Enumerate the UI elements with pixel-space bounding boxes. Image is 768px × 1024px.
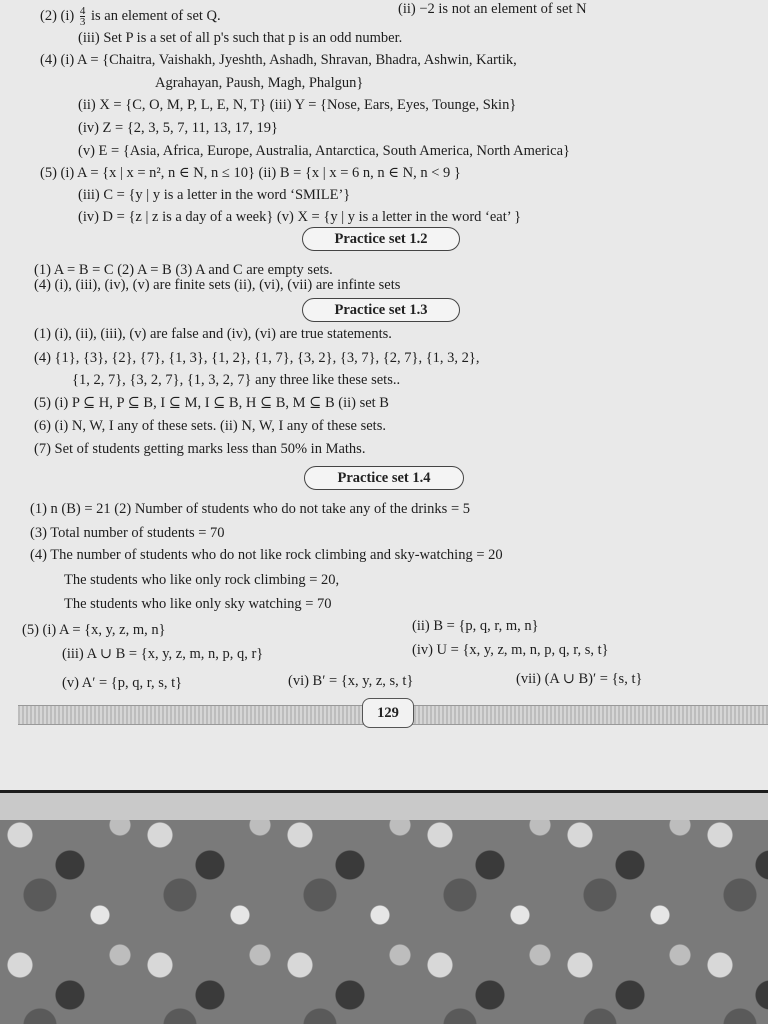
set14-line-4: The students who like only rock climbing = 20, [64,572,340,588]
set13-line-2: (4) {1}, {3}, {2}, {7}, {1, 3}, {1, 2}, {1, 7}, {3, 2}, {3, 7}, {2, 7}, {1, 3, 2}, [34,350,480,366]
set14-line-1: (1) n (B) = 21 (2) Number of students who do not take any of the drinks = 5 [30,501,470,517]
answer-2-iii: (iii) Set P is a set of all p's such that p is an odd number. [78,30,403,46]
set14-line-6: (5) (i) A = {x, y, z, m, n} [22,622,166,638]
set14-line-2: (3) Total number of students = 70 [30,525,225,541]
answer-4-iv: (iv) Z = {2, 3, 5, 7, 11, 13, 17, 19} [78,120,278,136]
fraction-denominator: 3 [79,16,86,28]
set14-line-10: (v) A′ = {p, q, r, s, t} [62,675,183,691]
answer-4-i-cont: Agrahayan, Paush, Magh, Phalgun} [155,75,364,91]
page-edge [0,790,768,820]
answer-4-v: (v) E = {Asia, Africa, Europe, Australia, Antarctica, South America, North America} [78,143,570,159]
set13-line-6: (7) Set of students getting marks less than 50% in Maths. [34,441,366,457]
floor-background [0,805,768,1024]
answer-5-iv-v: (iv) D = {z | z is a day of a week} (v) X = {y | y is a letter in the word ‘eat’ } [78,209,522,225]
set14-line-12: (vii) (A ∪ B)′ = {s, t} [516,671,643,687]
set13-line-5: (6) (i) N, W, I any of these sets. (ii) N, W, I any of these sets. [34,418,386,434]
set14-line-7: (ii) B = {p, q, r, m, n} [412,618,539,634]
set14-line-11: (vi) B′ = {x, y, z, s, t} [288,673,414,689]
set14-line-9: (iv) U = {x, y, z, m, n, p, q, r, s, t} [412,642,609,658]
set14-line-8: (iii) A ∪ B = {x, y, z, m, n, p, q, r} [62,646,264,662]
answer-2-i-suffix: is an element of set Q. [87,7,221,24]
set13-line-3: {1, 2, 7}, {3, 2, 7}, {1, 3, 2, 7} any three like these sets.. [72,372,401,388]
set13-line-4: (5) (i) P ⊆ H, P ⊆ B, I ⊆ M, I ⊆ B, H ⊆ B, M ⊆ B (ii) set B [34,395,389,411]
set14-line-5: The students who like only sky watching = 70 [64,596,332,612]
set13-line-1: (1) (i), (ii), (iii), (v) are false and (iv), (vi) are true statements. [34,326,392,342]
fraction [80,6,86,27]
answer-5-i-ii: (5) (i) A = {x | x = n², n ∈ N, n ≤ 10} (ii) B = {x | x = 6 n, n ∈ N, n < 9 } [40,165,461,181]
answer-2-i [40,6,221,27]
set12-line-1: (1) A = B = C (2) A = B (3) A and C are empty sets. [34,262,333,278]
practice-set-1-3-heading: Practice set 1.3 [302,298,460,322]
answer-2-i-prefix: (2) (i) [40,7,78,24]
answer-4-ii-iii: (ii) X = {C, O, M, P, L, E, N, T} (iii) Y = {Nose, Ears, Eyes, Tounge, Skin} [78,97,517,113]
set14-line-3: (4) The number of students who do not like rock climbing and sky-watching = 20 [30,547,503,563]
practice-set-1-4-heading: Practice set 1.4 [304,466,464,490]
fraction-numerator: 4 [79,5,86,17]
practice-set-1-2-heading: Practice set 1.2 [302,227,460,251]
answer-5-iii: (iii) C = {y | y is a letter in the word ‘SMILE’} [78,187,351,203]
answer-4-i: (4) (i) A = {Chaitra, Vaishakh, Jyeshth, Ashadh, Shravan, Bhadra, Ashwin, Kartik, [40,52,517,68]
page-number: 129 [362,698,414,728]
set12-line-2: (4) (i), (iii), (iv), (v) are finite sets (ii), (vi), (vii) are infinte sets [34,277,401,293]
answer-2-ii: (ii) −2 is not an element of set N [398,1,587,17]
